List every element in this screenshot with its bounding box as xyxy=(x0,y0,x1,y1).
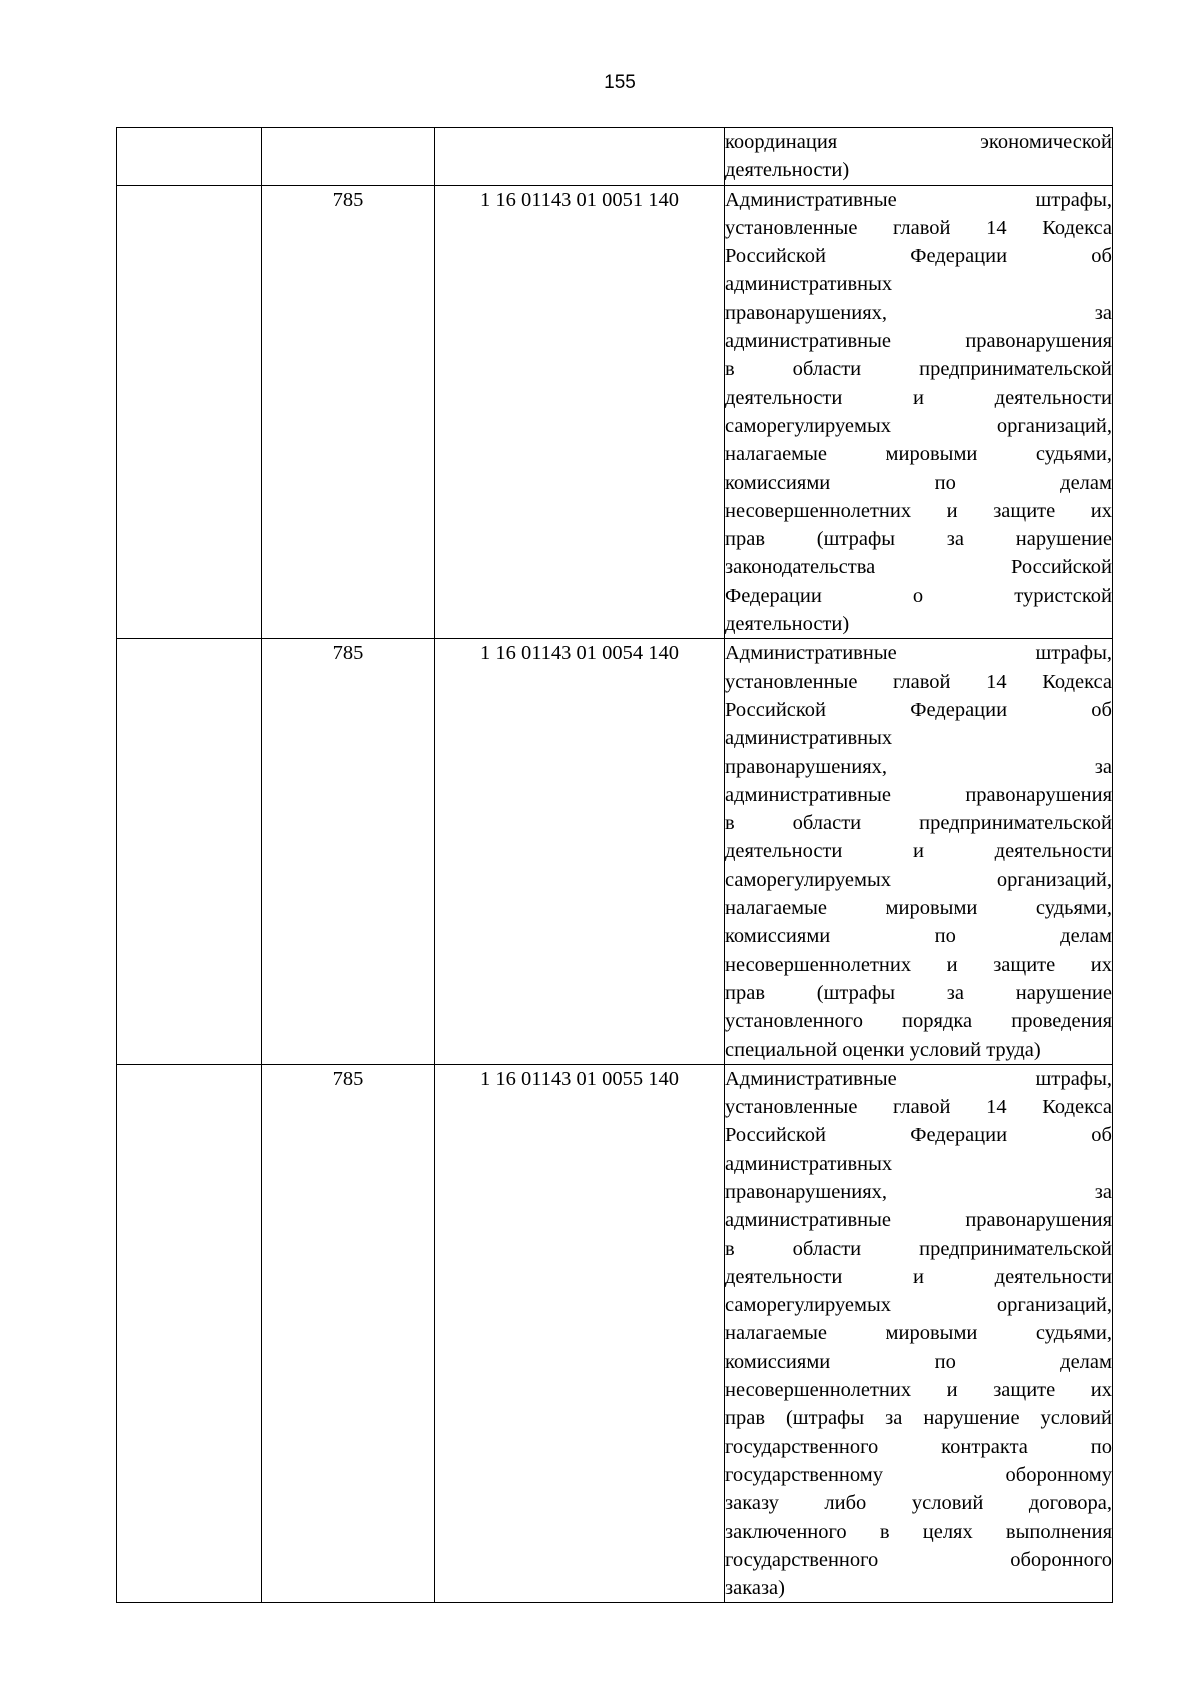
description-line: несовершеннолетних и защите их xyxy=(725,499,1112,522)
description-line: прав (штрафы за нарушение условий xyxy=(725,1407,1112,1430)
description-line: Российской Федерации об xyxy=(725,1124,1112,1147)
admin-code-cell: 785 xyxy=(262,1064,435,1603)
description-line: административных xyxy=(725,273,893,296)
description-line: установленные главой 14 Кодекса xyxy=(725,216,1112,239)
description-line: Российской Федерации об xyxy=(725,698,1112,721)
description-line: законодательства Российской xyxy=(725,556,1112,579)
description-line: административных xyxy=(725,727,893,750)
empty-cell xyxy=(117,1064,262,1603)
description-line: налагаемые мировыми судьями, xyxy=(725,1322,1112,1345)
description-cell xyxy=(725,639,1113,1064)
description-line: Российской Федерации об xyxy=(725,245,1112,268)
description-line: саморегулируемых организаций, xyxy=(725,414,1112,437)
empty-cell xyxy=(117,639,262,1064)
description-line: деятельности) xyxy=(725,613,850,636)
table-row xyxy=(117,1064,1113,1603)
description-line: специальной оценки условий труда) xyxy=(725,1038,1041,1061)
description-line: Административные штрафы, xyxy=(725,188,1112,211)
description-line: прав (штрафы за нарушение xyxy=(725,981,1112,1004)
admin-code-cell xyxy=(262,128,435,186)
budget-code-table xyxy=(116,127,1113,1603)
description-line: административные правонарушения xyxy=(725,330,1112,353)
description-line: комиссиями по делам xyxy=(725,471,1112,494)
description-line: государственного оборонного xyxy=(725,1548,1112,1571)
description-line: в области предпринимательской xyxy=(725,812,1112,835)
description-line: правонарушениях, за xyxy=(725,755,1112,778)
description-line: в области предпринимательской xyxy=(725,358,1112,381)
description-line: установленные главой 14 Кодекса xyxy=(725,1096,1112,1119)
admin-code-cell: 785 xyxy=(262,185,435,639)
description-line: Административные штрафы, xyxy=(725,1067,1112,1090)
description-line: комиссиями по делам xyxy=(725,1350,1112,1373)
description-cell xyxy=(725,185,1113,639)
description-line: заказа) xyxy=(725,1577,785,1600)
description-line: административных xyxy=(725,1152,893,1175)
description-line: Федерации о туристской xyxy=(725,584,1112,607)
table-row xyxy=(117,128,1113,186)
description-line: административные правонарушения xyxy=(725,1209,1112,1232)
description-line: координация экономической xyxy=(725,131,1112,153)
description-line: заключенного в целях выполнения xyxy=(725,1520,1112,1543)
description-line: государственному оборонному xyxy=(725,1463,1112,1486)
description-line: заказу либо условий договора, xyxy=(725,1492,1112,1515)
description-line: налагаемые мировыми судьями, xyxy=(725,897,1112,920)
description-line: Административные штрафы, xyxy=(725,642,1112,665)
description-line: деятельности) xyxy=(725,159,850,182)
description-line: установленные главой 14 Кодекса xyxy=(725,670,1112,693)
description-line: налагаемые мировыми судьями, xyxy=(725,443,1112,466)
description-line: в области предпринимательской xyxy=(725,1237,1112,1260)
table-row xyxy=(117,185,1113,639)
description-cell xyxy=(725,1064,1113,1603)
description-line: правонарушениях, за xyxy=(725,1180,1112,1203)
description-line: саморегулируемых организаций, xyxy=(725,1294,1112,1317)
empty-cell xyxy=(117,128,262,186)
description-line: правонарушениях, за xyxy=(725,301,1112,324)
description-line: административные правонарушения xyxy=(725,783,1112,806)
description-cell xyxy=(725,128,1113,186)
table-row xyxy=(117,639,1113,1064)
description-line: комиссиями по делам xyxy=(725,925,1112,948)
description-line: государственного контракта по xyxy=(725,1435,1112,1458)
budget-code-cell: 1 16 01143 01 0054 140 xyxy=(435,639,725,1064)
description-line: саморегулируемых организаций, xyxy=(725,868,1112,891)
description-line: несовершеннолетних и защите их xyxy=(725,1379,1112,1402)
empty-cell xyxy=(117,185,262,639)
description-line: деятельности и деятельности xyxy=(725,1265,1112,1288)
description-line: установленного порядка проведения xyxy=(725,1010,1112,1033)
budget-code-cell xyxy=(435,128,725,186)
description-line: прав (штрафы за нарушение xyxy=(725,528,1112,551)
budget-code-cell: 1 16 01143 01 0051 140 xyxy=(435,185,725,639)
page-number: 155 xyxy=(604,72,636,93)
description-line: несовершеннолетних и защите их xyxy=(725,953,1112,976)
description-line: деятельности и деятельности xyxy=(725,840,1112,863)
admin-code-cell: 785 xyxy=(262,639,435,1064)
budget-code-cell: 1 16 01143 01 0055 140 xyxy=(435,1064,725,1603)
description-line: деятельности и деятельности xyxy=(725,386,1112,409)
